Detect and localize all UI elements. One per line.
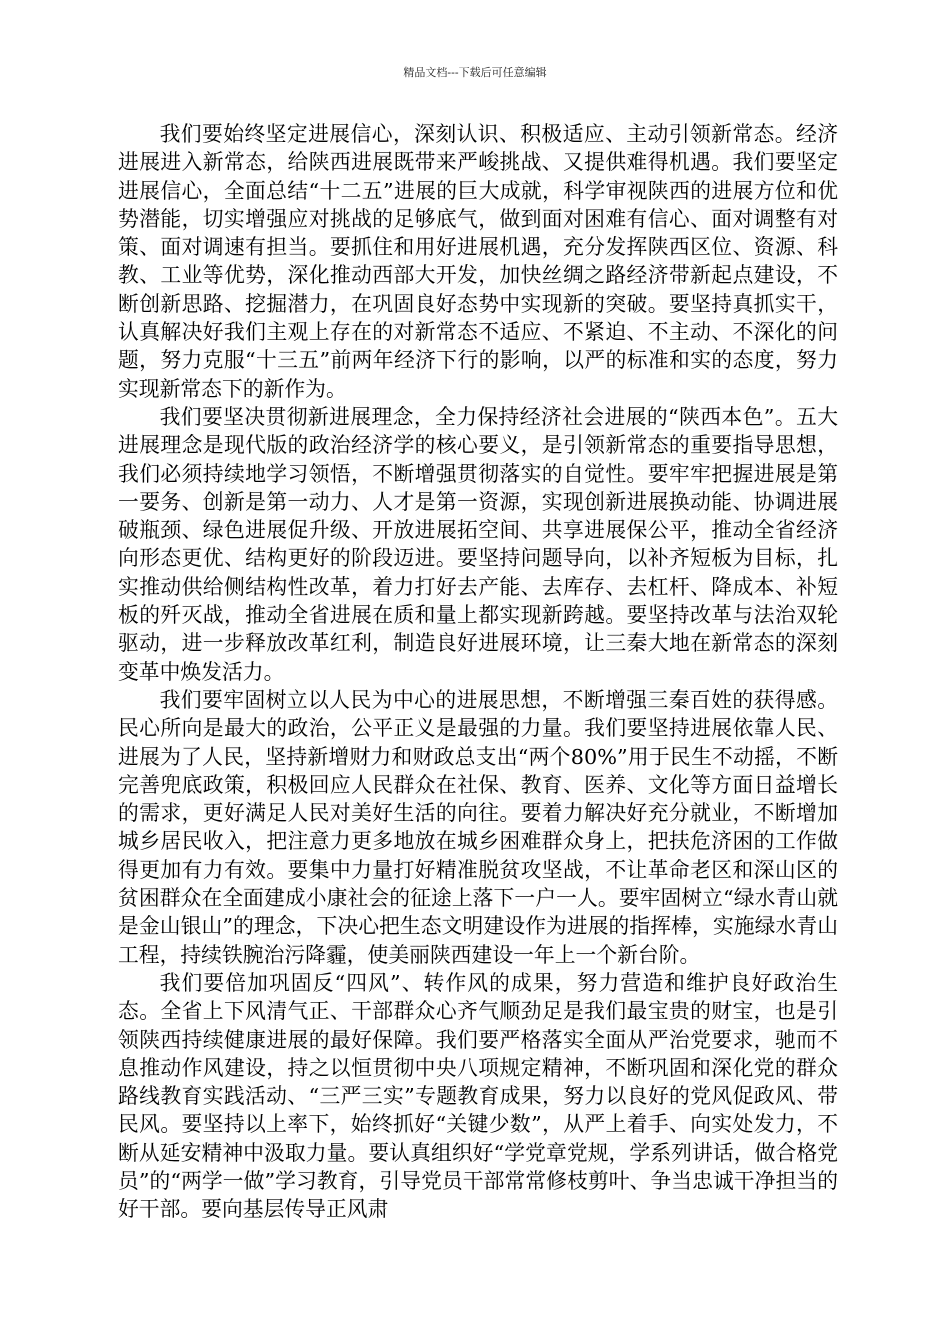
paragraph-work-style: 我们要倍加巩固反“四风”、转作风的成果，努力营造和维护良好政治生态。全省上下风清气正、干部群众心齐气顺劲足是我们最宝贵的财宝，也是引领陕西持续健康进展的最好保障。我们要严格落实全面从严治党要求，驰而不息推动作风建设，持之以恒贯彻中央八项规定精神，不断巩固和深化党的群众路线教育实践活动、“三严三实”专题教育成果，努力以良好的党风促政风、带民风。要坚持以上率下，始终抓好“关键少数”，从严上着手、向实处发力，不断从延安精神中汲取力量。要认真组织好“学党章党规，学系列讲话，做合格党员”的“两学一做”学习教育，引导党员干部常常修枝剪叶、争当忠诚干净担当的好干部。要向基层传导正风肃 [118,970,838,1222]
document-body [118,120,838,1224]
paragraph-people-centered: 我们要牢固树立以人民为中心的进展思想，不断增强三秦百姓的获得感。民心所向是最大的政治，公平正义是最强的力量。我们要坚持进展依靠人民、进展为了人民，坚持新增财力和财政总支出“两个80%”用于民生不动摇，不断完善兜底政策，积极回应人民群众在社保、教育、医养、文化等方面日益增长的需求，更好满足人民对美好生活的向往。要着力解决好充分就业，不断增加城乡居民收入，把注意力更多地放在城乡困难群众身上，把扶危济困的工作做得更加有力有效。要集中力量打好精准脱贫攻坚战，不让革命老区和深山区的贫困群众在全面建成小康社会的征途上落下一户一人。要牢固树立“绿水青山就是金山银山”的理念，下决心把生态文明建设作为进展的指挥棒，实施绿水青山工程，持续铁腕治污降霾，使美丽陕西建设一年上一个新台阶。 [118,687,838,967]
paragraph-new-development-concept: 我们要坚决贯彻新进展理念，全力保持经济社会进展的“陕西本色”。五大进展理念是现代版的政治经济学的核心要义，是引领新常态的重要指导思想，我们必须持续地学习领悟，不断增强贯彻落实的自觉性。要牢牢把握进展是第一要务、创新是第一动力、人才是第一资源，实现创新进展换动能、协调进展破瓶颈、绿色进展促升级、开放进展拓空间、共享进展保公平，推动全省经济向形态更优、结构更好的阶段迈进。要坚持问题导向，以补齐短板为目标，扎实推动供给侧结构性改革，着力打好去产能、去库存、去杠杆、降成本、补短板的歼灭战，推动全省进展在质和量上都实现新跨越。要坚持改革与法治双轮驱动，进一步释放改革红利，制造良好进展环境，让三秦大地在新常态的深刻变革中焕发活力。 [118,404,838,684]
paragraph-confidence: 我们要始终坚定进展信心，深刻认识、积极适应、主动引领新常态。经济进展进入新常态，给陕西进展既带来严峻挑战、又提供难得机遇。我们要坚定进展信心，全面总结“十二五”进展的巨大成就，科学审视陕西的进展方位和优势潜能，切实增强应对挑战的足够底气，做到面对困难有信心、面对调整有对策、面对调速有担当。要抓住和用好进展机遇，充分发挥陕西区位、资源、科教、工业等优势，深化推动西部大开发，加快丝绸之路经济带新起点建设，不断创新思路、挖掘潜力，在巩固良好态势中实现新的突破。要坚持真抓实干，认真解决好我们主观上存在的对新常态不适应、不紧迫、不主动、不深化的问题，努力克服“十三五”前两年经济下行的影响，以严的标准和实的态度，努力实现新常态下的新作为。 [118,122,838,401]
page-header: 精品文档---下载后可任意编辑 [403,66,547,79]
